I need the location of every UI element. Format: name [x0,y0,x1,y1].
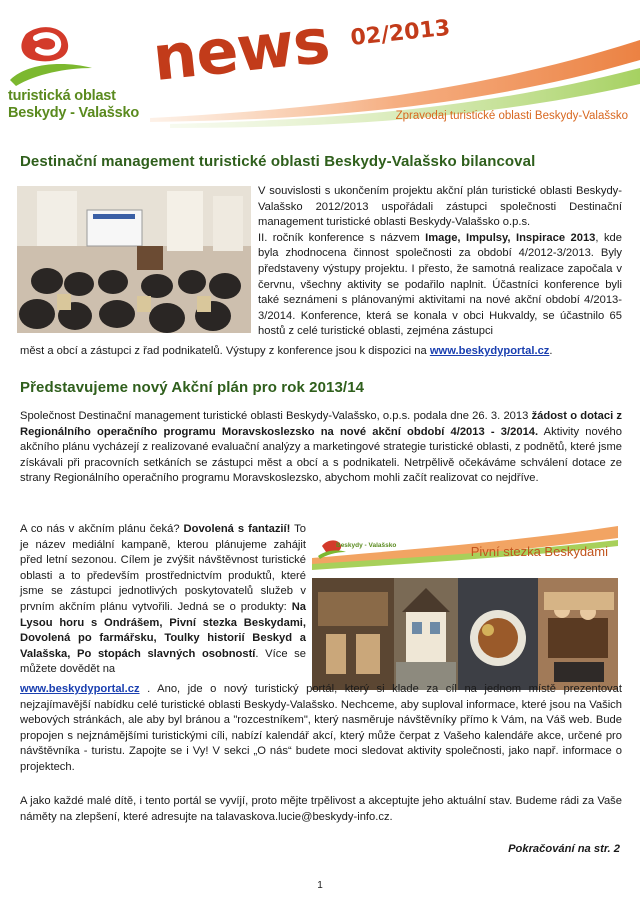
article2-campaign [20,522,306,678]
article1-title: Destinační management turistické oblasti Beskydy-Valašsko bilancoval [20,153,536,170]
article2-p2c: . Více se můžete dovědět na [20,647,306,676]
logo-mark [6,24,96,94]
page-number: 1 [317,880,323,891]
article1-end: . [549,345,553,357]
pivni-stezka-promo [312,522,618,690]
article2-p2b: To je název mediální kampaně, kterou plánujeme zahájit před letní sezonou. Cílem je zvýšit návštěvnost turistické oblasti a to především prostřednictvím produktů, které jsme se zástupci jednotlivých poskytovatelů služeb v prvním akčním plánu vytvořili. Jedná se o produkty: [20,523,306,613]
article1-p2c: měst a obcí a zástupci z řad podnikatelů. Výstupy z konference jsou k dispozici na [20,345,430,357]
article1-p1: V souvislosti s ukončením projektu akční plán turistické oblasti Beskydy-Valašsko 2012/2013 uspořádali zástupci společnosti Destinační management turistické oblasti Beskydy-Valašsko o.p.s. [258,185,622,229]
newsletter-subtitle: Zpravodaj turistické oblasti Beskydy-Valašsko [395,110,628,122]
article1-p2b: , kde byla zhodnocena činnost společnosti za období 4/2012-3/2013. Byly představeny výstupy projektu. I přesto, že samotná realizace započala v červnu, všechny aktivity se podařilo naplnit. Účastníci konference byli také seznámeni s plánovanými aktivitami na nové akční období 4/2013-3/2014. Konference, která se konala v obci Hukvaldy, se účastnilo 65 hostů z celé turistické oblasti, zejména zástupci [258,231,622,338]
article2-p2a: A co nás v akčním plánu čeká? [20,523,184,535]
article2-p3a: . Ano, jde o nový turistický portál, který si klade za cíl na jednom místě prezentovat nejzajímavější nabídku celé turistické oblasti Beskydy-Valašsko. Nechceme, aby suploval informace, které jsou na Vašich webových stránkách, ale aby byl bránou a "rozcestníkem", který nasměruje návštěvníky přímo k Vám, na Váš web. Bude propojen s nejznámějšími turistickými cíli, nabízí kalendář akcí, který může čerpat z Vašeho kalendáře akce, určené pro návštěvníka - turistu. Zapojte se i Vy! V sekci „O nás“ budete moci sledovat aktivity společnosti, jako např. informace o projektech. [20,683,622,773]
beskydyportal-link-2[interactable]: www.beskydyportal.cz [20,683,140,695]
promo-title: Pivní stezka Beskydami [470,544,608,559]
article1-text-full [20,344,622,360]
campaign-name: Dovolená s fantazií! [183,523,291,535]
article2-p1a: Společnost Destinační management turistické oblasti Beskydy-Valašsko, o.p.s. podala dne 26. 3. 2013 [20,410,532,422]
logo-text [8,88,139,122]
article1-p2a: II. ročník konference s názvem [258,231,426,244]
continued-note: Pokračování na str. 2 [508,843,620,855]
promo-brand: Beskydy - Valašsko [336,542,397,549]
news-title: news [149,3,333,96]
beskydyportal-link-1[interactable]: www.beskydyportal.cz [429,345,550,357]
article1-text-side [258,184,622,340]
issue-number: 02/2013 [349,15,452,51]
conference-name: Image, Impulsy, Inspirace 2013 [425,231,596,244]
grant-application: žádost o dotaci z Regionálního operačního programu Moravskoslezsko na nové akční období 4/2013 - 3/2014. [20,410,622,438]
article2-intro [20,409,622,487]
article2-portal [20,682,622,776]
article2-closing [20,794,622,825]
article2-title: Představujeme nový Akční plán pro rok 2013/14 [20,379,365,396]
conference-photo [17,186,251,333]
article2-p4: A jako každé malé dítě, i tento portál se vyvíjí, proto mějte trpělivost a akceptujte jeho aktuální stav. Budeme rádi za Vaše náměty na zlepšení, které adresujte na talavaskova.lucie@beskydy-info.cz. [20,795,622,823]
header [0,0,640,140]
article2-p1b: Aktivity nového akčního plánu vycházejí z realizované evaluační analýzy a marketingové strategie turistické oblasti, z podnětů, které jsme získávali při pracovních setkáních se zástupci měst a obcí a s podnikateli. Netrpělivě očekáváme schválení dotace ze strany Regionálního operačního programu Moravskoslezsko, abychom mohli začít realizovat co nejdříve. [20,425,622,485]
product-list: Na Lysou horu s Ondrášem, Pivní stezka Beskydami, Dovolená po farmářsku, Toulky historií Beskyd a Valašska, Po stopách slavných osobností [20,600,306,660]
logo-line-1: turistická oblast [8,88,116,104]
logo-line-2: Beskydy - Valašsko [8,105,140,121]
